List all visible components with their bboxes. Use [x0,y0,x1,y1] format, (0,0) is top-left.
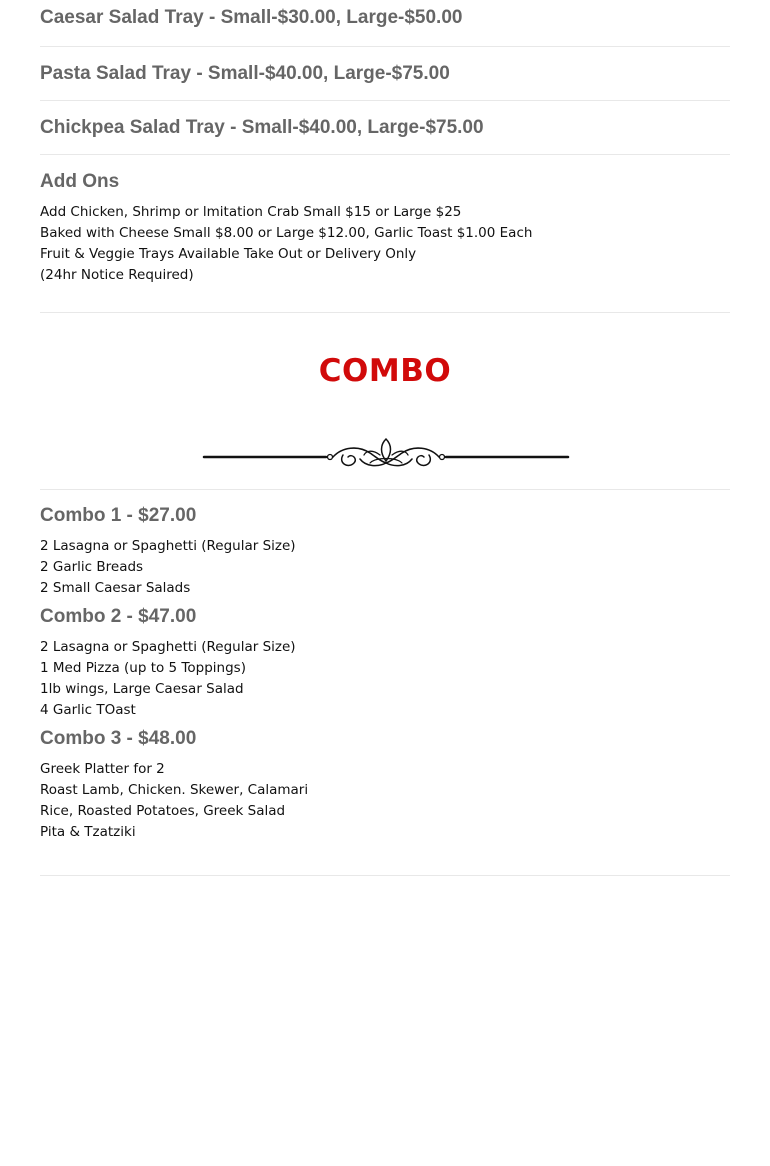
add-ons-line: (24hr Notice Required) [40,267,194,283]
combo-item-3 [40,727,730,843]
add-ons-description [40,202,730,286]
add-ons-section [40,155,730,313]
ornamental-flourish-divider-icon [202,433,570,473]
combo-description [40,637,730,721]
combo-description [40,759,730,843]
combo-title: Combo 3 - $48.00 [40,728,197,749]
add-ons-line: Baked with Cheese Small $8.00 or Large $12.00, Garlic Toast $1.00 Each [40,225,533,241]
combo-line: Roast Lamb, Chicken. Skewer, Calamari [40,782,309,798]
add-ons-line: Fruit & Veggie Trays Available Take Out or Delivery Only [40,246,417,262]
combo-line: 2 Garlic Breads [40,559,144,575]
combo-item-1 [40,504,730,599]
combo-heading: COMBO [318,353,452,389]
menu-item-caesar-salad-tray [40,0,730,47]
combo-line: Pita & Tzatziki [40,824,136,840]
combo-line: 1lb wings, Large Caesar Salad [40,681,244,697]
menu-item-title: Caesar Salad Tray - Small-$30.00, Large-$50.00 [40,7,463,28]
add-ons-line: Add Chicken, Shrimp or lmitation Crab Small $15 or Large $25 [40,204,462,220]
combo-line: 2 Lasagna or Spaghetti (Regular Size) [40,538,296,554]
combo-title: Combo 1 - $27.00 [40,505,197,526]
combo-item-2 [40,605,730,721]
combos-list [40,490,730,876]
combo-description [40,536,730,599]
menu-page [40,0,730,876]
combo-header-section [40,313,730,490]
menu-item-chickpea-salad-tray [40,101,730,155]
combo-line: 2 Lasagna or Spaghetti (Regular Size) [40,639,296,655]
menu-item-title: Pasta Salad Tray - Small-$40.00, Large-$75.00 [40,63,450,84]
combo-title: Combo 2 - $47.00 [40,606,197,627]
add-ons-title: Add Ons [40,171,120,192]
combo-line: 1 Med Pizza (up to 5 Toppings) [40,660,246,676]
menu-item-pasta-salad-tray [40,47,730,101]
combo-line: 4 Garlic TOast [40,702,136,718]
combo-line: Greek Platter for 2 [40,761,165,777]
combo-line: 2 Small Caesar Salads [40,580,191,596]
combo-line: Rice, Roasted Potatoes, Greek Salad [40,803,286,819]
menu-item-title: Chickpea Salad Tray - Small-$40.00, Large-$75.00 [40,117,484,138]
